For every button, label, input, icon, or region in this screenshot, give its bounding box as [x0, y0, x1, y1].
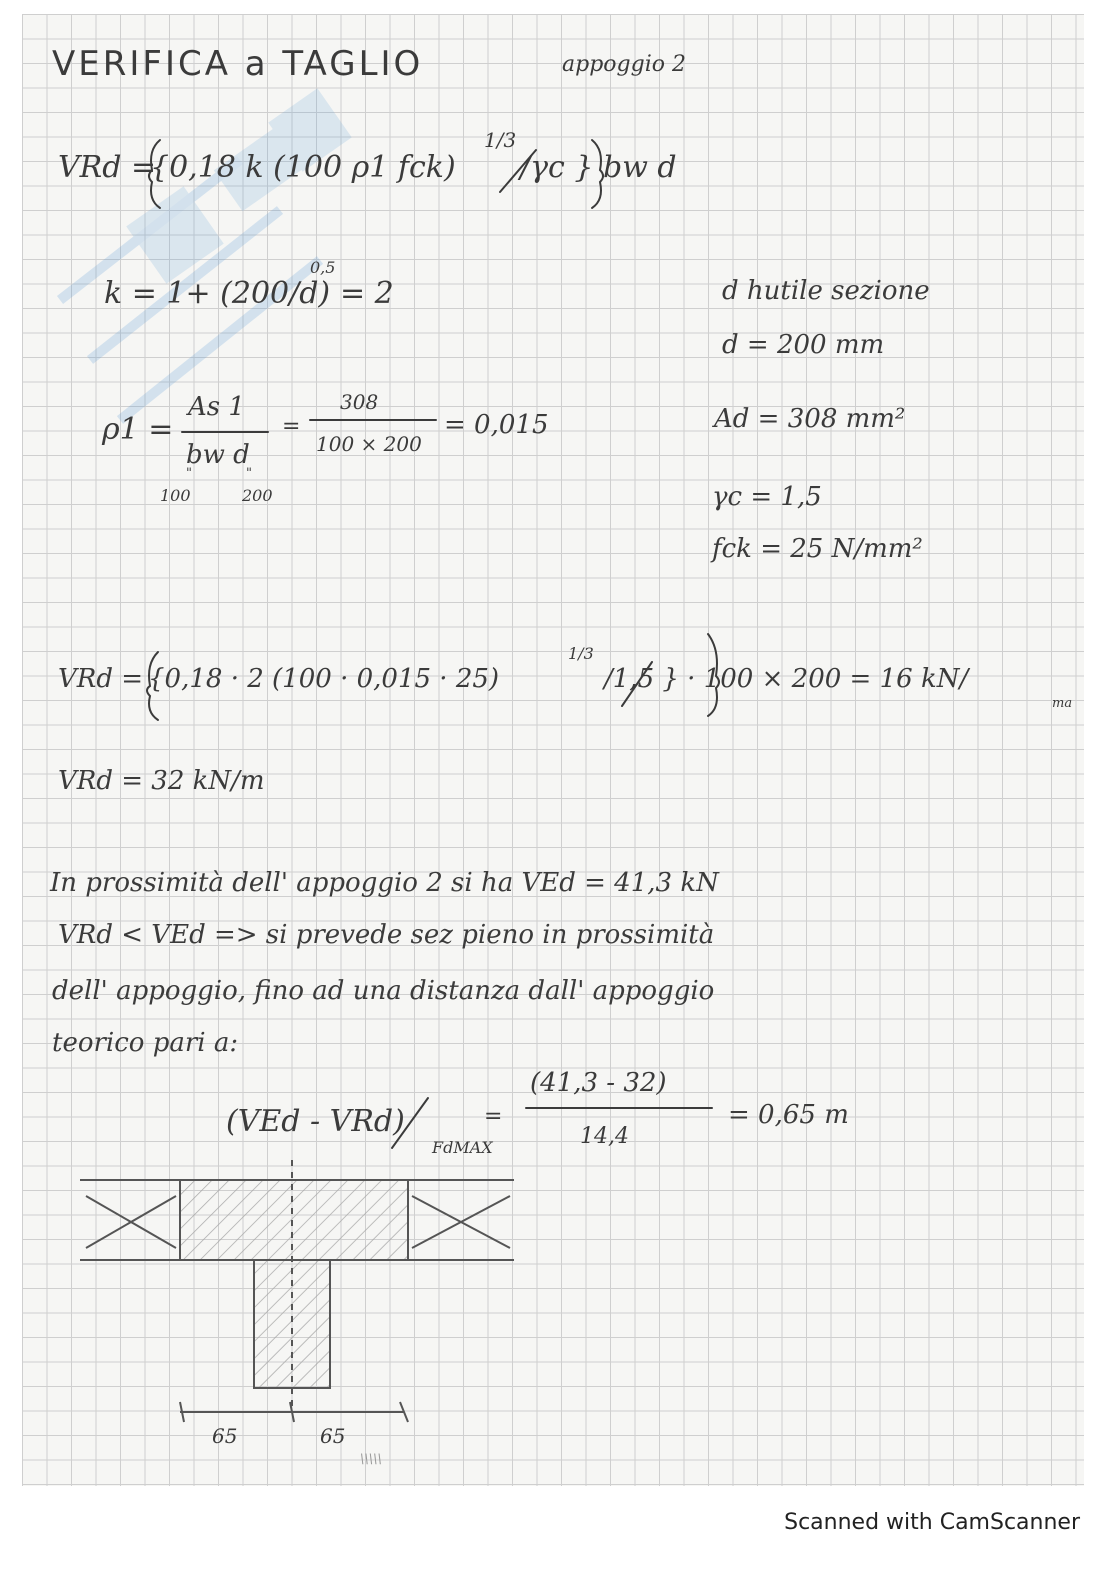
rho-lhs: ρ1 = [102, 412, 174, 447]
rho-quote-bw: " [186, 466, 192, 481]
dimension-tick-marks: \\\\\ [360, 1452, 382, 1467]
numeric-rest: /1,5 } · 100 × 200 = 16 kN/ [604, 664, 969, 694]
note-d-value: d = 200 mm [722, 330, 885, 360]
brace-right [708, 634, 719, 716]
page-title: VERIFICA a TAGLIO [52, 44, 424, 84]
scanner-footer: Scanned with CamScanner [784, 1510, 1080, 1535]
rho-denominator-value: 100 × 200 [316, 432, 422, 456]
result-line: VRd = 32 kN/m [58, 766, 265, 796]
dimension-right: 65 [320, 1424, 346, 1448]
paragraph-line: teorico pari a: [52, 1028, 239, 1058]
note-gamma: γc = 1,5 [712, 482, 822, 512]
section-sketch [80, 1160, 514, 1422]
brace-left [149, 140, 160, 208]
paragraph-line: VRd < VEd => si prevede sez pieno in prossimità [58, 920, 715, 950]
note-ad-value: Ad = 308 mm² [714, 404, 906, 434]
slash [622, 662, 652, 706]
distance-result: = 0,65 m [728, 1100, 849, 1130]
dimension-left: 65 [212, 1424, 238, 1448]
numeric-unit-den: ma [1052, 696, 1073, 711]
paragraph-line: In prossimità dell' appoggio 2 si ha VEd = 41,3 kN [50, 868, 719, 898]
slash [500, 150, 536, 192]
formula-lhs: VRd = [58, 150, 157, 185]
rho-denominator: bw d [186, 440, 250, 470]
rho-numerator: As 1 [188, 392, 245, 422]
numeric-body: {0,18 · 2 (100 · 0,015 · 25) [148, 664, 500, 694]
distance-lhs: (VEd - VRd) [226, 1104, 405, 1139]
note-d: d hutile sezione [722, 276, 930, 306]
rho-equals: = [282, 414, 301, 439]
distance-numerator: (41,3 - 32) [530, 1068, 667, 1098]
paragraph-line: dell' appoggio, fino ad una distanza dall' appoggio [52, 976, 715, 1006]
k-formula-text: k = 1+ (200/d) [104, 276, 331, 311]
rho-quote-d: " [246, 466, 252, 481]
rho-result: = 0,015 [444, 410, 549, 440]
formula-rest: /γc } bw d [520, 150, 677, 185]
formula-body: {0,18 k (100 ρ1 fck) [150, 150, 456, 185]
brace-right [592, 140, 603, 208]
distance-equals: = [484, 1104, 503, 1129]
formula-exponent: 1/3 [484, 128, 517, 152]
page-subtitle: appoggio 2 [562, 52, 686, 77]
distance-den-value: 14,4 [580, 1124, 629, 1149]
numeric-lhs: VRd = [58, 664, 144, 694]
k-formula-exponent: 0,5 [310, 258, 336, 277]
note-fck: fck = 25 N/mm² [712, 534, 923, 564]
distance-denominator: FdMAX [432, 1138, 493, 1157]
rho-numerator-value: 308 [340, 390, 379, 414]
rho-bw-value: 100 [160, 486, 191, 505]
numeric-exponent: 1/3 [568, 644, 594, 663]
slash [392, 1098, 428, 1148]
brace-left [147, 652, 158, 720]
rho-d-value: 200 [242, 486, 273, 505]
k-formula-result: = 2 [340, 276, 394, 311]
